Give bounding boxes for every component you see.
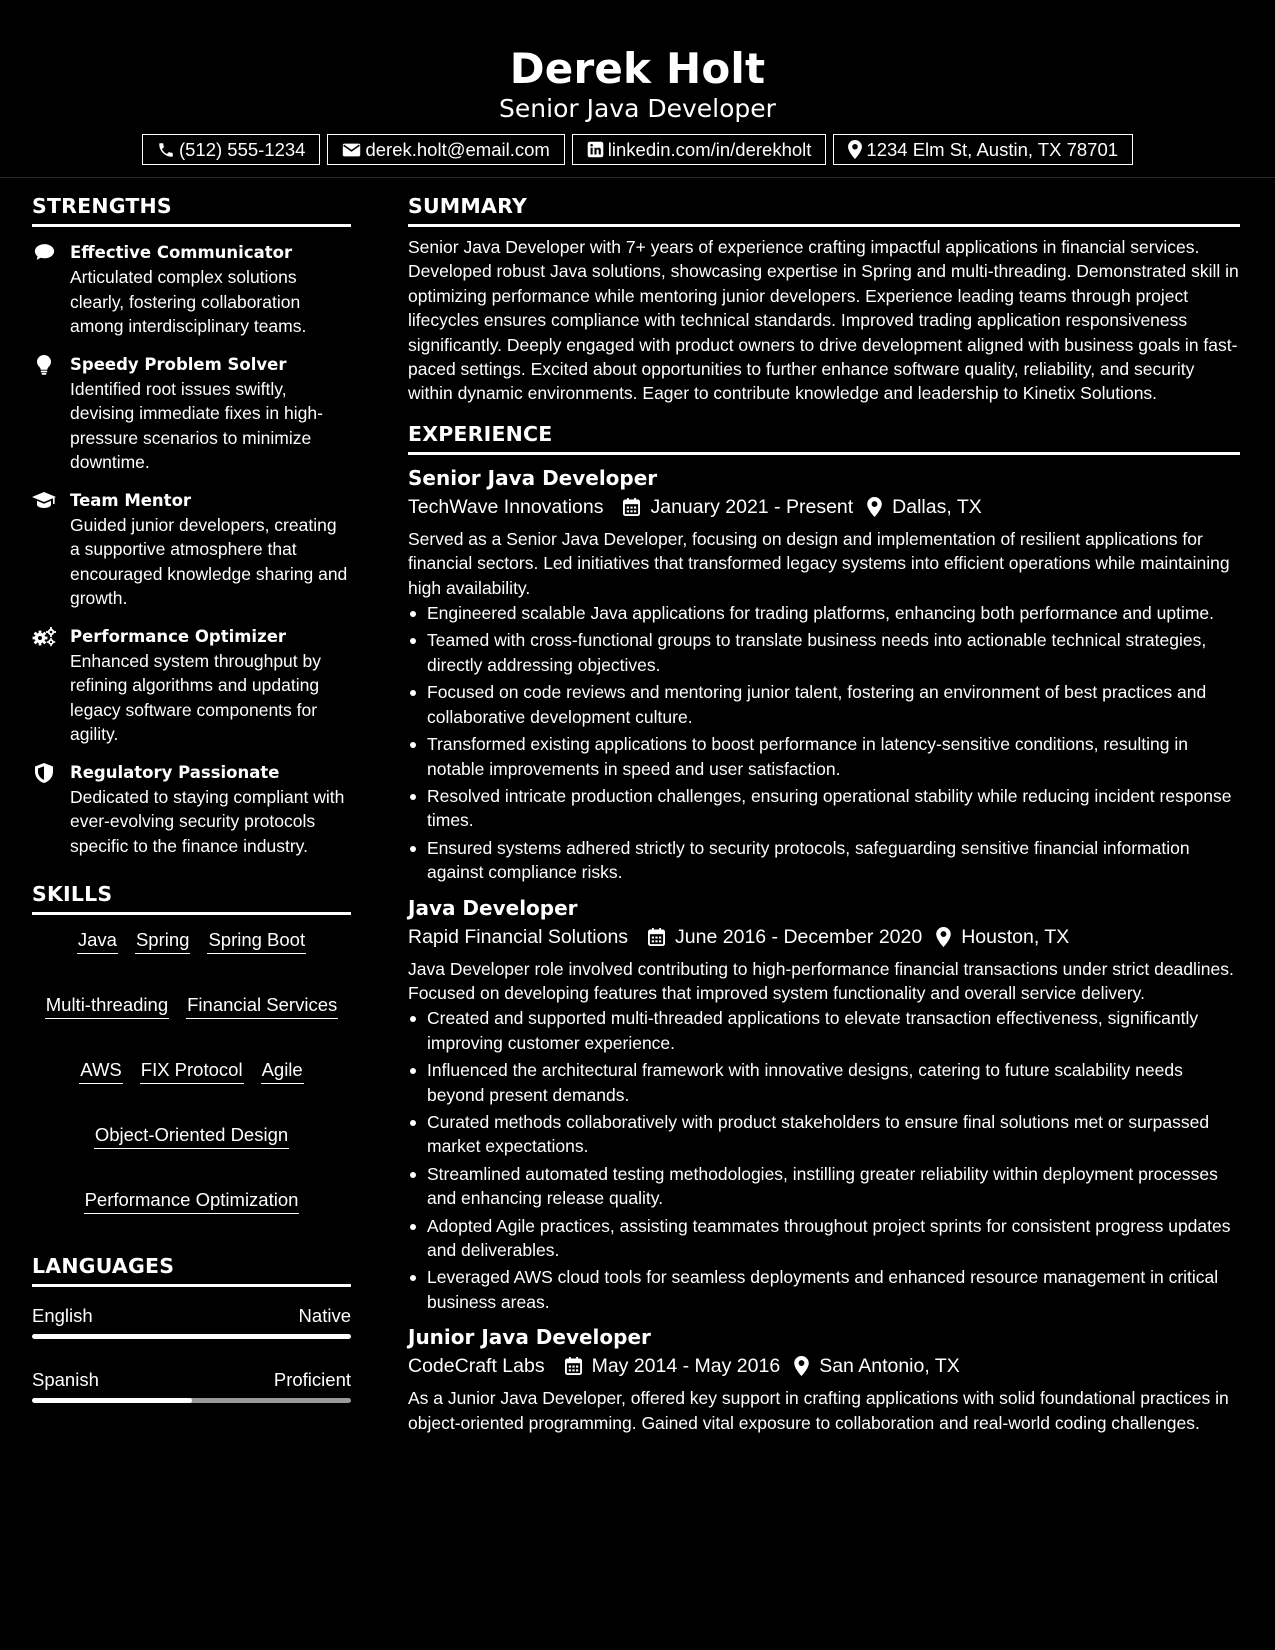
map-pin-icon (936, 927, 951, 947)
job-bullet: Ensured systems adhered strictly to security protocols, safeguarding sensitive financial information against compliance risks. (408, 836, 1240, 885)
job-entry (408, 1324, 1240, 1435)
contact-bar (0, 134, 1275, 165)
job-bullet: Transformed existing applications to boost performance in latency-sensitive conditions, resulting in notable improvements in speed and user satisfaction. (408, 732, 1240, 781)
contact-phone[interactable] (142, 134, 321, 165)
job-bullet: Leveraged AWS cloud tools for seamless deployments and enhanced resource management in critical business areas. (408, 1265, 1240, 1314)
skill-tag: AWS (79, 1059, 122, 1084)
job-bullet: Resolved intricate production challenges, ensuring operational stability while reducing incident response times. (408, 784, 1240, 833)
calendar-icon (648, 928, 665, 946)
job-dates: May 2014 - May 2016 (591, 1355, 781, 1378)
summary-text: Senior Java Developer with 7+ years of experience crafting impactful applications in financial services. Developed robust Java solutions, showcasing expertise in Spring and multi-threading. Demonstrated skill in optimizing performance while mentoring junior developers. Experience leading teams through project lifecycles ensures compliance with technical standards. Improved trading application responsiveness significantly. Deeply engaged with product owners to drive development aligned with business goals in fast-paced settings. Excited about opportunities to further enhance software quality, reliability, and security within dynamic environments. Eager to contribute knowledge and leadership to Kinetix Solutions. (408, 237, 1239, 404)
strength-item (32, 489, 351, 611)
job-location: Houston, TX (961, 925, 1070, 948)
language-level: Native (298, 1305, 351, 1326)
gears-icon (32, 627, 56, 647)
envelope-icon (342, 142, 361, 158)
job-bullet: Streamlined automated testing methodologies, instilling greater reliability within deployment processes and enhancing release quality. (408, 1162, 1240, 1211)
contact-linkedin[interactable] (572, 134, 827, 165)
right-column (408, 194, 1240, 1435)
strength-item (32, 241, 351, 339)
language-bar (32, 1398, 351, 1403)
address-text: 1234 Elm St, Austin, TX 78701 (866, 138, 1119, 160)
skill-tag: Agile (261, 1059, 304, 1084)
job-bullet: Created and supported multi-threaded applications to elevate transaction effectiveness, significantly improving customer experience. (408, 1006, 1240, 1055)
strength-name: Effective Communicator (70, 243, 293, 262)
skill-tag: Financial Services (186, 994, 338, 1019)
map-pin-icon (848, 140, 862, 159)
job-company: Rapid Financial Solutions (408, 925, 629, 948)
job-dates: January 2021 - Present (650, 495, 854, 518)
job-bullet: Focused on code reviews and mentoring junior talent, fostering an environment of best practices and collaborative development culture. (408, 680, 1240, 729)
phone-text: (512) 555-1234 (178, 138, 306, 160)
job-location: Dallas, TX (892, 495, 982, 518)
skill-tag: Spring (135, 929, 190, 954)
job-bullets (408, 601, 1240, 884)
strength-name: Performance Optimizer (70, 626, 287, 646)
experience-list (408, 465, 1240, 1435)
language-bar-fill (32, 1398, 192, 1403)
strength-name: Regulatory Passionate (70, 762, 280, 782)
skill-tag: Performance Optimization (84, 1189, 300, 1214)
language-item (32, 1305, 351, 1339)
calendar-icon (565, 1357, 582, 1375)
job-bullet: Engineered scalable Java applications for trading platforms, enhancing both performance and uptime. (408, 601, 1240, 625)
shield-icon (32, 763, 56, 783)
map-pin-icon (794, 1356, 809, 1376)
skills-list (32, 915, 351, 1214)
lightbulb-icon (32, 355, 56, 375)
strength-desc: Articulated complex solutions clearly, fostering collaboration among interdisciplinary teams. (70, 267, 307, 336)
job-meta (408, 1351, 1240, 1381)
job-company: CodeCraft Labs (408, 1355, 545, 1378)
job-dates: June 2016 - December 2020 (675, 925, 923, 948)
job-description: As a Junior Java Developer, offered key support in crafting applications with solid foundational practices in object-oriented programming. Gained vital exposure to collaboration and real-world coding challenges. (408, 1388, 1229, 1433)
phone-icon (157, 141, 175, 159)
left-column (32, 194, 351, 1403)
graduation-cap-icon (32, 491, 56, 511)
job-company: TechWave Innovations (408, 495, 604, 518)
linkedin-text: linkedin.com/in/derekholt (607, 138, 812, 160)
job-location: San Antonio, TX (819, 1355, 960, 1378)
resume-header (0, 0, 1275, 178)
language-name: Spanish (32, 1369, 99, 1390)
skill-tag: Object-Oriented Design (94, 1124, 289, 1149)
job-title: Senior Java Developer (408, 465, 658, 490)
job-entry (408, 465, 1240, 885)
job-description: Java Developer role involved contributing to high-performance financial transactions under strict deadlines. Focused on developing features that improved system functionality and overall service delivery. (408, 958, 1234, 1003)
strength-item (32, 353, 351, 475)
map-pin-icon (867, 497, 882, 517)
skill-tag: Spring Boot (207, 929, 306, 954)
candidate-title: Senior Java Developer (499, 94, 776, 123)
job-bullet: Teamed with cross-functional groups to translate business needs into actionable technical strategies, directly addressing objectives. (408, 628, 1240, 677)
job-description: Served as a Senior Java Developer, focusing on design and implementation of resilient applications for financial sectors. Led initiatives that transformed legacy systems into efficient operations while maintaining high availability. (408, 528, 1230, 598)
experience-title: EXPERIENCE (408, 422, 1240, 455)
language-name: English (32, 1305, 93, 1326)
calendar-icon (623, 498, 640, 516)
contact-address[interactable] (833, 134, 1133, 165)
job-bullets (408, 1006, 1240, 1314)
email-text: derek.holt@email.com (365, 138, 550, 160)
job-title: Java Developer (408, 895, 578, 920)
language-level: Proficient (273, 1369, 351, 1390)
skill-tag: Java (77, 929, 118, 954)
skill-tag: FIX Protocol (140, 1059, 244, 1084)
job-title: Junior Java Developer (408, 1325, 651, 1350)
job-bullet: Influenced the architectural framework with innovative designs, catering to future scalability needs beyond present demands. (408, 1058, 1240, 1107)
contact-email[interactable] (327, 134, 564, 165)
strength-item (32, 625, 351, 747)
summary-title: SUMMARY (408, 194, 1240, 227)
job-meta (408, 922, 1240, 952)
strength-name: Speedy Problem Solver (70, 354, 287, 374)
skill-tag: Multi-threading (45, 994, 169, 1019)
language-bar-fill (32, 1334, 351, 1339)
language-bar (32, 1334, 351, 1339)
strength-name: Team Mentor (70, 490, 192, 510)
strength-item (32, 761, 351, 859)
job-entry (408, 895, 1240, 1315)
linkedin-icon (587, 141, 604, 158)
job-bullet: Curated methods collaboratively with product stakeholders to ensure final solutions met or surpassed market expectations. (408, 1110, 1240, 1159)
strength-desc: Dedicated to staying compliant with ever-evolving security protocols specific to the finance industry. (70, 786, 345, 856)
strength-desc: Guided junior developers, creating a supportive atmosphere that encouraged knowledge sharing and growth. (70, 514, 348, 608)
skills-title: SKILLS (32, 882, 351, 915)
candidate-name: Derek Holt (509, 44, 766, 93)
job-bullet: Adopted Agile practices, assisting teammates throughout project sprints for consistent progress updates and deliverables. (408, 1214, 1240, 1263)
strengths-title: STRENGTHS (32, 194, 351, 227)
strength-desc: Enhanced system throughput by refining algorithms and updating legacy software components for agility. (70, 650, 321, 744)
language-item (32, 1369, 351, 1403)
job-meta (408, 492, 1240, 522)
chat-bubble-icon (32, 243, 56, 263)
strength-desc: Identified root issues swiftly, devising immediate fixes in high-pressure scenarios to minimize downtime. (70, 378, 323, 472)
languages-title: LANGUAGES (32, 1254, 351, 1287)
